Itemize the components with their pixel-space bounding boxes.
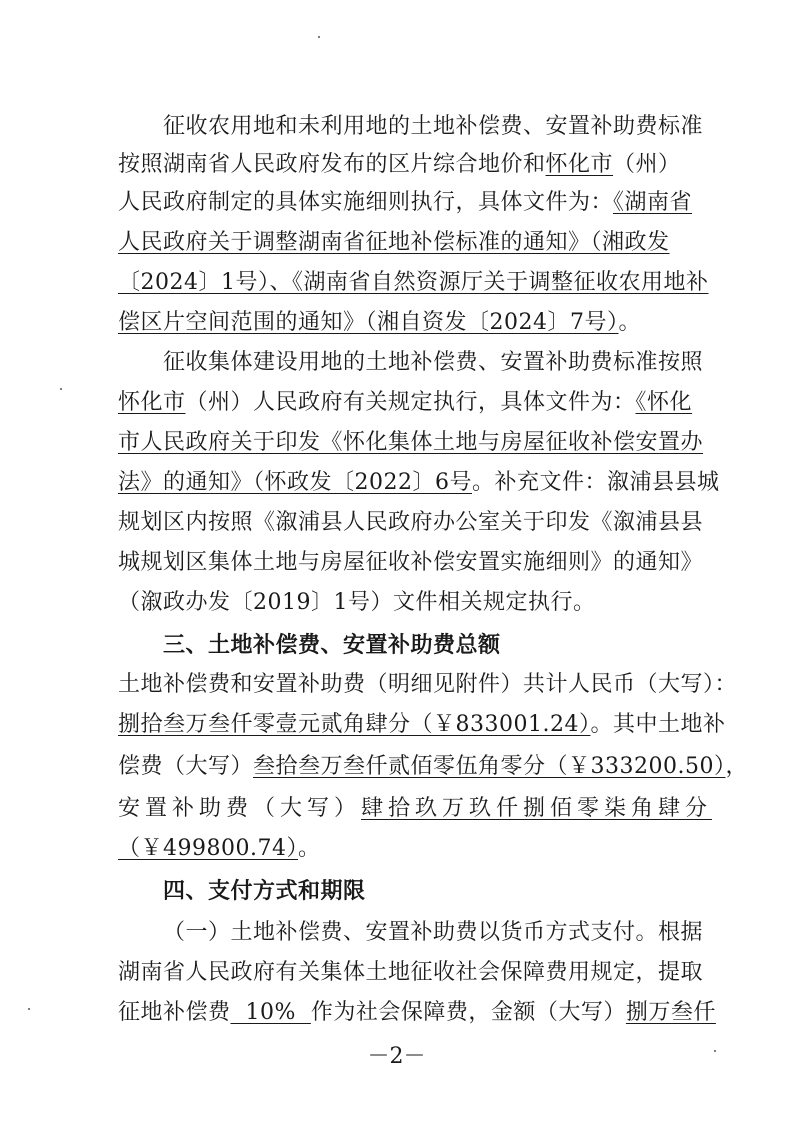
- section4-heading: 四、支付方式和期限: [163, 878, 366, 904]
- section4-line2: 湖南省人民政府有关集体土地征收社会保障费用规定，提取: [118, 960, 704, 985]
- para2-line1: 征收集体建设用地的土地补偿费、安置补助费标准按照: [163, 350, 704, 375]
- section4-line3: 征地补偿费 10% 作为社会保障费，金额（大写）捌万叁仟: [118, 1000, 716, 1025]
- scan-speck: [60, 388, 62, 390]
- para1-line4: 人民政府关于调整湖南省征地补偿标准的通知》（湘政发: [118, 230, 670, 255]
- para1-line5: 〔2024〕1号）、《湖南省自然资源厅关于调整征收农用地补: [118, 270, 709, 295]
- para2-line7: （溆政办发〔2019〕1号）文件相关规定执行。: [118, 590, 596, 615]
- land-compensation-amount: 叁拾叁万叁仟贰佰零伍角零分（￥333200.50）: [253, 754, 726, 779]
- page-number: －2－: [367, 1044, 426, 1069]
- section3-heading: 三、土地补偿费、安置补助费总额: [163, 632, 501, 658]
- city-name-blank: 怀化市: [545, 152, 614, 177]
- para1-line2: 按照湖南省人民政府发布的区片综合地价和怀化市（州）: [118, 152, 681, 177]
- section3-line5: （￥499800.74）。: [118, 836, 321, 861]
- scan-speck: [28, 1008, 30, 1010]
- para2-line3: 市人民政府关于印发《怀化集体土地与房屋征收补偿安置办: [118, 430, 704, 455]
- total-amount: 捌拾叁万叁仟零壹元贰角肆分（￥833001.24）: [118, 712, 591, 737]
- scan-speck: [714, 1050, 716, 1052]
- para2-line5: 规划区内按照《溆浦县人民政府办公室关于印发《溆浦县县: [118, 510, 704, 535]
- para1-line1: 征收农用地和未利用地的土地补偿费、安置补助费标准: [163, 114, 704, 139]
- para1-line3: 人民政府制定的具体实施细则执行，具体文件为：《湖南省: [118, 190, 693, 215]
- section4-line1: （一）土地补偿费、安置补助费以货币方式支付。根据: [163, 920, 704, 945]
- para1-line6: 偿区片空间范围的通知》（湘自资发〔2024〕7号）。: [118, 310, 642, 335]
- para2-line2: 怀化市（州）人民政府有关规定执行，具体文件为：《怀化: [118, 390, 693, 415]
- section3-line3: 偿费（大写）叁拾叁万叁仟贰佰零伍角零分（￥333200.50），: [118, 754, 749, 779]
- scan-speck: [318, 36, 320, 38]
- para2-line6: 城规划区集体土地与房屋征收补偿安置实施细则》的通知》: [118, 550, 704, 575]
- section3-line1: 土地补偿费和安置补助费（明细见附件）共计人民币（大写）：: [118, 672, 738, 697]
- section3-line4: 安置补助费（大写）肆拾玖万玖仟捌佰零柒角肆分: [118, 796, 713, 821]
- section3-line2: 捌拾叁万叁仟零壹元贰角肆分（￥833001.24）。其中土地补: [118, 712, 726, 737]
- para2-line4: 法》的通知》（怀政发〔2022〕6号。补充文件：溆浦县县城: [118, 470, 720, 495]
- social-security-rate: 10%: [230, 1000, 311, 1025]
- resettlement-subsidy-amount: 肆拾玖万玖仟捌佰零柒角肆分: [361, 796, 713, 821]
